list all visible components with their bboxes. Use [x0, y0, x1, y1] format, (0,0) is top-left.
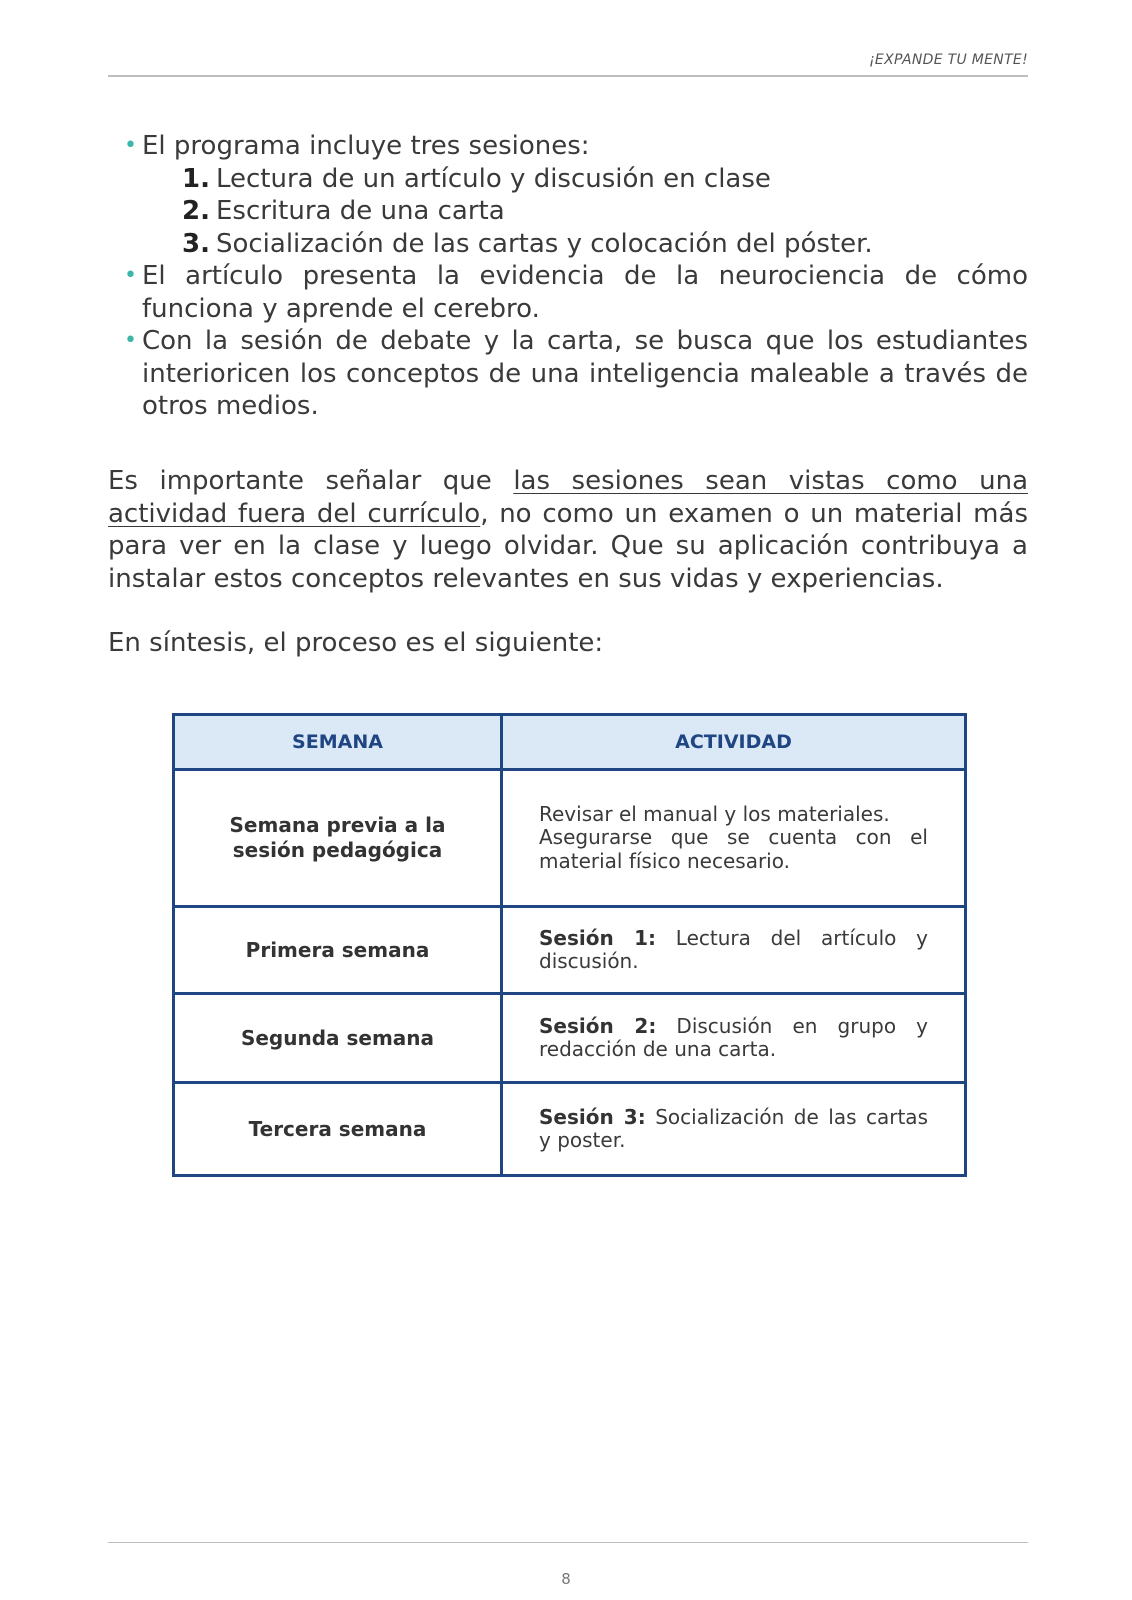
running-header: ¡EXPANDE TU MENTE!	[869, 52, 1028, 68]
bullet-text: El artículo presenta la evidencia de la neurociencia de cómo funciona y aprende el cerebro.	[142, 261, 1028, 324]
activity-text: Socialización de las cartas y poster.	[539, 1104, 928, 1152]
schedule-table	[172, 713, 967, 1177]
header-divider	[108, 75, 1028, 77]
table-row	[174, 994, 966, 1083]
paragraph-lead: Es importante señalar que	[108, 466, 514, 496]
paragraph-rest: , no como un examen o un material más para ver en la clase y luego olvidar. Que su aplicación contribuya a instalar estos conceptos relevantes en sus vidas y experiencias.	[108, 498, 1028, 594]
footer-divider	[108, 1542, 1028, 1543]
list-item	[182, 195, 1028, 228]
item-number: 1.	[182, 163, 210, 194]
important-paragraph	[108, 465, 1028, 595]
activity-cell	[502, 1083, 966, 1176]
session-label: Sesión 2:	[539, 1013, 657, 1038]
item-number: 3.	[182, 228, 210, 259]
bullet-list	[124, 130, 1028, 423]
activity-text: Lectura del artículo y discusión.	[539, 925, 928, 973]
activity-line: Asegurarse que se cuenta con el material físico necesario.	[539, 825, 928, 873]
week-cell: Primera semana	[174, 907, 502, 994]
bullet-dot-icon: •	[124, 133, 137, 158]
item-text: Socialización de las cartas y colocación del póster.	[215, 228, 873, 259]
page-number: 8	[561, 1570, 571, 1588]
bullet-item	[124, 130, 1028, 260]
item-text: Lectura de un artículo y discusión en clase	[215, 163, 771, 194]
activity-text: Discusión en grupo y redacción de una carta.	[539, 1013, 928, 1061]
week-cell: Semana previa a la sesión pedagógica	[174, 770, 502, 907]
bullet-item	[124, 260, 1028, 325]
list-item	[182, 163, 1028, 196]
bullet-dot-icon: •	[124, 263, 137, 288]
activity-cell	[502, 994, 966, 1083]
bullet-text: El programa incluye tres sesiones:	[142, 131, 590, 161]
week-cell: Tercera semana	[174, 1083, 502, 1176]
bullet-text: Con la sesión de debate y la carta, se busca que los estudiantes interioricen los conceptos de una inteligencia maleable a través de otros medios.	[142, 326, 1028, 421]
item-text: Escritura de una carta	[215, 196, 505, 226]
bullet-item	[124, 325, 1028, 423]
bullet-dot-icon: •	[124, 328, 137, 353]
activity-line: Revisar el manual y los materiales.	[539, 801, 890, 826]
header-actividad: ACTIVIDAD	[502, 715, 966, 770]
underlined-text: las sesiones sean vistas como una actividad fuera del currículo	[108, 466, 1028, 529]
table-header-row	[174, 715, 966, 770]
header-semana: SEMANA	[174, 715, 502, 770]
activity-cell	[502, 770, 966, 907]
list-item	[182, 228, 1028, 261]
session-label: Sesión 1:	[539, 925, 657, 950]
activity-cell	[502, 907, 966, 994]
summary-paragraph: En síntesis, el proceso es el siguiente:	[108, 628, 604, 658]
sessions-list	[142, 163, 1028, 261]
table-row	[174, 1083, 966, 1176]
table-row	[174, 770, 966, 907]
item-number: 2.	[182, 196, 210, 226]
session-label: Sesión 3:	[539, 1104, 646, 1129]
week-cell: Segunda semana	[174, 994, 502, 1083]
table-row	[174, 907, 966, 994]
